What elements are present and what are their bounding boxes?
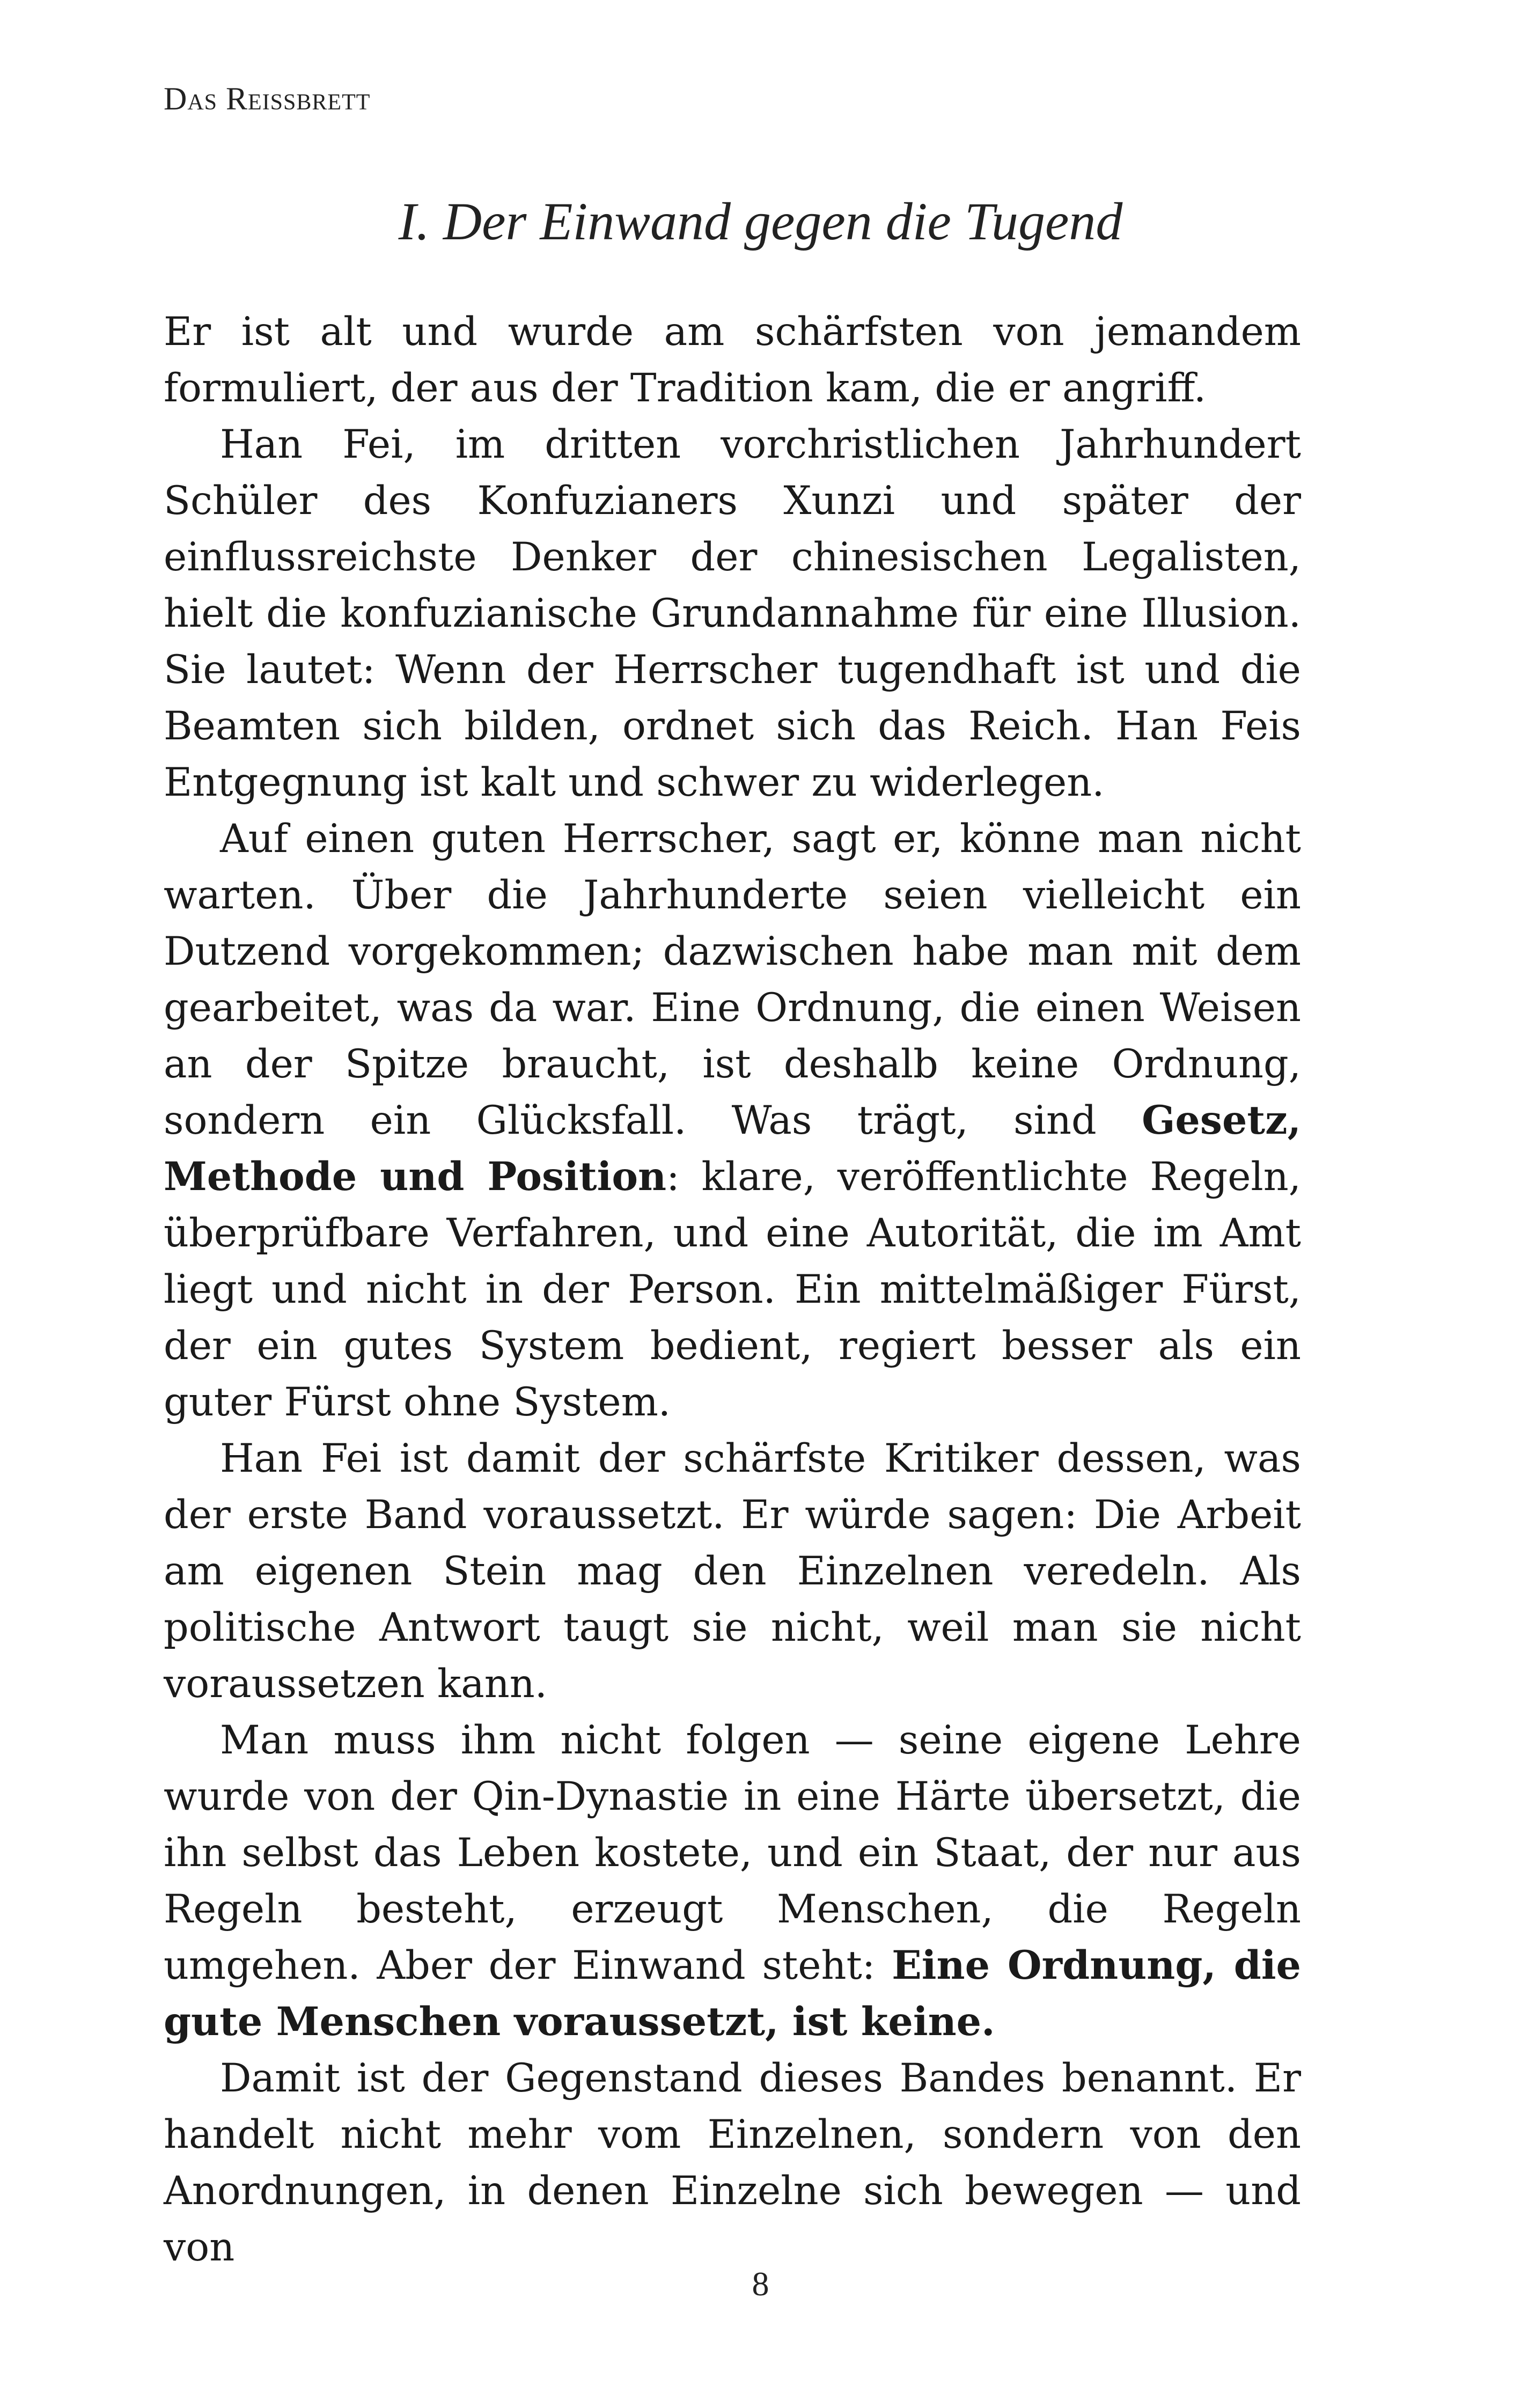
page-number: 8 xyxy=(752,2265,769,2303)
paragraph-4 xyxy=(164,1430,1301,1712)
paragraph-3 xyxy=(164,811,1301,1430)
paragraph-1 xyxy=(164,304,1301,416)
paragraph-6 xyxy=(164,2050,1301,2275)
body-text xyxy=(164,304,1301,2275)
paragraph-text: : klare, veröffentlichte Regeln, überprüfbare Verfahren, und eine Autorität, die im Amt liegt und nicht in der Person. Ein mittelmäßiger Fürst, der ein gutes System bedient, regiert besser als ein guter Fürst ohne System. xyxy=(164,1154,1301,1425)
paragraph-text: Auf einen guten Herrscher, sagt er, könne man nicht warten. Über die Jahrhunderte seien vielleicht ein Dutzend vorgekommen; dazwischen habe man mit dem gearbeitet, was da war. Eine Ordnung, die einen Weisen an der Spitze braucht, ist deshalb keine Ordnung, sondern ein Glücksfall. Was trägt, sind xyxy=(164,816,1301,1143)
chapter-title: I. Der Einwand gegen die Tugend xyxy=(398,192,1123,251)
paragraph-text: Han Fei, im dritten vorchristlichen Jahrhundert Schüler des Konfuzianers Xunzi und später der einflussreichste Denker der chinesischen Legalisten, hielt die konfuzianische Grundannahme für eine Illusion. Sie lautet: Wenn der Herrscher tugendhaft ist und die Beamten sich bilden, ordnet sich das Reich. Han Feis Entgegnung ist kalt und schwer zu widerlegen. xyxy=(164,422,1301,805)
running-head: Das Reissbrett xyxy=(164,81,371,116)
paragraph-text: Er ist alt und wurde am schärfsten von jemandem formuliert, der aus der Tradition kam, die er angriff. xyxy=(164,309,1301,411)
bold-phrase: Gesetz, Methode und Position xyxy=(164,1097,1301,1200)
paragraph-2 xyxy=(164,416,1301,811)
paragraph-text: Man muss ihm nicht folgen — seine eigene Lehre wurde von der Qin-Dynastie in eine Härte übersetzt, die ihn selbst das Leben kostete, und ein Staat, der nur aus Regeln besteht, erzeugt Menschen, die Regeln umgehen. Aber der Einwand steht: xyxy=(164,1717,1301,1988)
paragraph-text: Han Fei ist damit der schärfste Kritiker dessen, was der erste Band voraussetzt. Er würde sagen: Die Arbeit am eigenen Stein mag den Einzelnen veredeln. Als politische Antwort taugt sie nicht, weil man sie nicht voraussetzen kann. xyxy=(164,1436,1301,1707)
bold-phrase: Eine Ordnung, die gute Menschen voraussetzt, ist keine. xyxy=(164,1942,1301,2045)
paragraph-5 xyxy=(164,1712,1301,2050)
paragraph-text: Damit ist der Gegenstand dieses Bandes benannt. Er handelt nicht mehr vom Einzelnen, sondern von den Anordnungen, in denen Einzelne sich bewegen — und von xyxy=(164,2055,1301,2270)
